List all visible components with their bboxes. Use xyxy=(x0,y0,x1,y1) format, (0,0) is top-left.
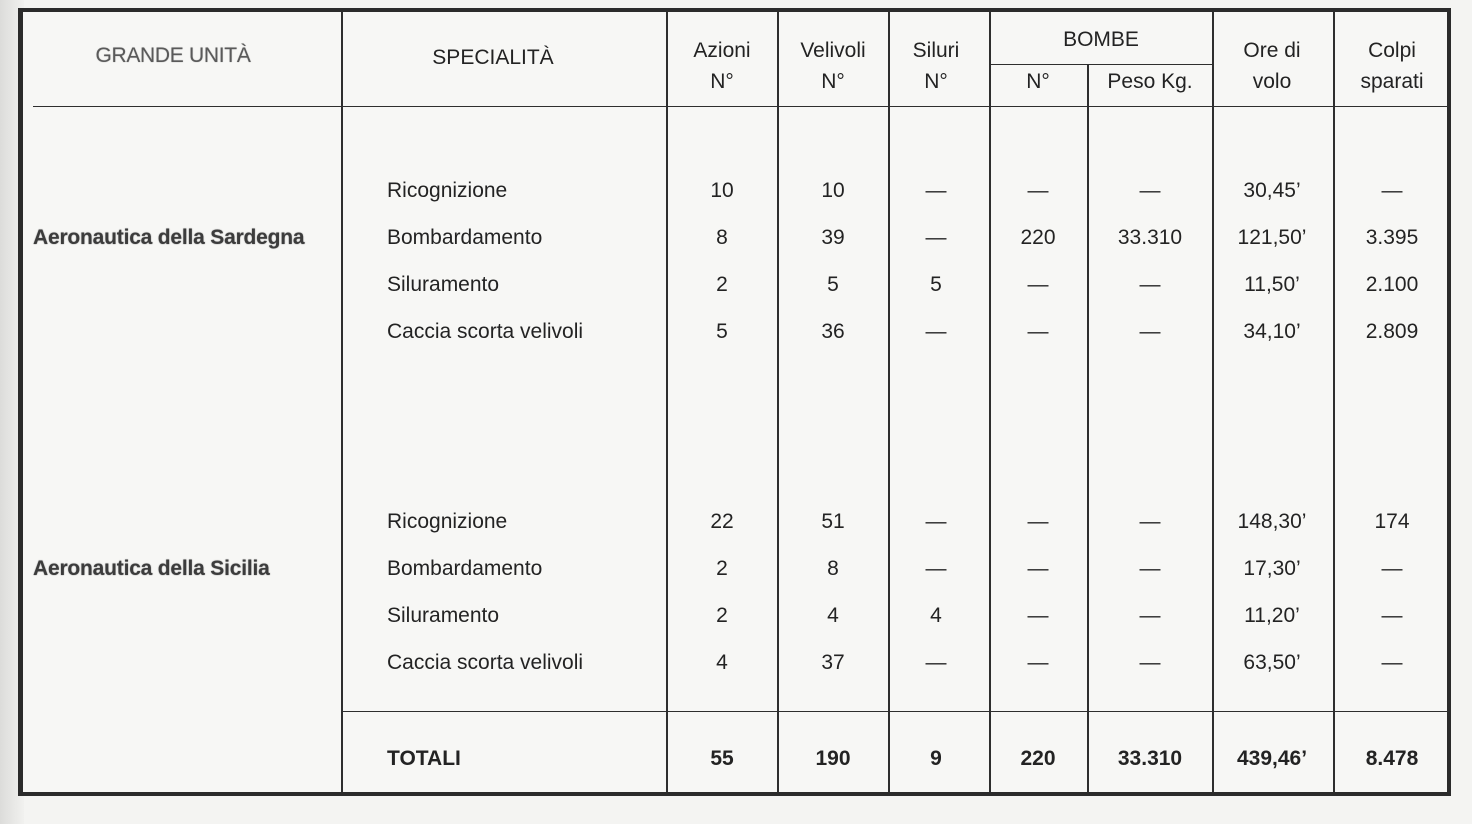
row-bombe-n: — xyxy=(1027,179,1049,202)
totals-ore: 439,46’ xyxy=(1236,747,1308,770)
row-siluri: — xyxy=(925,179,947,202)
row-bombe-n: — xyxy=(1027,320,1049,343)
row-azioni: 10 xyxy=(710,179,734,202)
totals-bombe-n: 220 xyxy=(1020,747,1056,770)
row-bombe-n: — xyxy=(1027,273,1049,296)
totals-siluri: 9 xyxy=(930,747,942,770)
header-specialita: SPECIALITÀ xyxy=(432,46,554,69)
header-velivoli-line1: Velivoli xyxy=(800,39,866,62)
rule-after-azioni xyxy=(777,12,779,792)
rule-after-ore xyxy=(1333,12,1335,792)
row-colpi: 3.395 xyxy=(1365,226,1419,249)
row-velivoli: 8 xyxy=(827,557,839,580)
row-specialita: Caccia scorta velivoli xyxy=(387,651,584,674)
row-siluri: — xyxy=(925,510,947,533)
row-specialita: Caccia scorta velivoli xyxy=(387,320,584,343)
row-colpi: 2.100 xyxy=(1365,273,1419,296)
row-velivoli: 37 xyxy=(821,651,845,674)
totals-colpi: 8.478 xyxy=(1365,747,1419,770)
row-colpi: — xyxy=(1381,651,1403,674)
rule-after-specialita xyxy=(666,12,668,792)
row-bombe-peso: — xyxy=(1139,273,1161,296)
group-name-sicilia: Aeronautica della Sicilia xyxy=(33,557,270,580)
row-bombe-n: 220 xyxy=(1020,226,1056,249)
row-azioni: 2 xyxy=(716,273,728,296)
header-bombe-n: N° xyxy=(1026,70,1050,93)
row-bombe-n: — xyxy=(1027,604,1049,627)
header-azioni xyxy=(693,35,750,97)
row-siluri: — xyxy=(925,226,947,249)
row-colpi: — xyxy=(1381,179,1403,202)
row-velivoli: 36 xyxy=(821,320,845,343)
row-ore: 34,10’ xyxy=(1243,320,1301,343)
rule-after-siluri xyxy=(989,12,991,792)
header-ore-di-volo xyxy=(1243,35,1300,97)
row-velivoli: 39 xyxy=(821,226,845,249)
row-colpi: 174 xyxy=(1374,510,1410,533)
header-bombe-peso: Peso Kg. xyxy=(1107,70,1193,93)
row-bombe-peso: — xyxy=(1139,604,1161,627)
header-velivoli-line2: N° xyxy=(821,70,845,93)
row-velivoli: 5 xyxy=(827,273,839,296)
header-azioni-line2: N° xyxy=(710,70,734,93)
totals-azioni: 55 xyxy=(710,747,734,770)
row-bombe-peso: — xyxy=(1139,179,1161,202)
header-grande-unita: GRANDE UNITÀ xyxy=(95,44,251,67)
row-azioni: 5 xyxy=(716,320,728,343)
header-colpi-sparati xyxy=(1360,35,1423,97)
row-velivoli: 51 xyxy=(821,510,845,533)
row-bombe-peso: — xyxy=(1139,557,1161,580)
header-siluri-line1: Siluri xyxy=(912,39,960,62)
row-specialita: Siluramento xyxy=(387,273,500,296)
row-specialita: Bombardamento xyxy=(387,557,543,580)
header-bombe: BOMBE xyxy=(1063,28,1139,51)
row-azioni: 4 xyxy=(716,651,728,674)
row-ore: 63,50’ xyxy=(1243,651,1301,674)
header-siluri xyxy=(913,35,960,97)
row-specialita: Ricognizione xyxy=(387,179,508,202)
row-azioni: 2 xyxy=(716,557,728,580)
header-ore-line1: Ore di xyxy=(1243,39,1301,62)
rule-after-grande-unita xyxy=(341,12,343,792)
row-ore: 30,45’ xyxy=(1243,179,1301,202)
totals-velivoli: 190 xyxy=(815,747,851,770)
header-siluri-line2: N° xyxy=(924,70,948,93)
row-siluri: 5 xyxy=(930,273,942,296)
rule-bombe-header xyxy=(989,64,1212,65)
row-ore: 11,20’ xyxy=(1244,604,1300,627)
row-azioni: 8 xyxy=(716,226,728,249)
header-ore-line2: volo xyxy=(1252,70,1292,93)
row-azioni: 22 xyxy=(710,510,734,533)
totals-bombe-peso: 33.310 xyxy=(1117,747,1183,770)
header-colpi-line2: sparati xyxy=(1360,70,1424,93)
row-bombe-peso: — xyxy=(1139,320,1161,343)
rule-header-bottom xyxy=(33,106,1449,107)
row-velivoli: 10 xyxy=(821,179,845,202)
rule-after-velivoli xyxy=(888,12,890,792)
row-velivoli: 4 xyxy=(827,604,839,627)
header-azioni-line1: Azioni xyxy=(693,39,751,62)
rule-bombe-split xyxy=(1087,64,1089,792)
row-siluri: — xyxy=(925,320,947,343)
row-bombe-peso: 33.310 xyxy=(1117,226,1183,249)
header-colpi-line1: Colpi xyxy=(1368,39,1416,62)
group-name-sardegna: Aeronautica della Sardegna xyxy=(33,226,305,249)
row-bombe-n: — xyxy=(1027,651,1049,674)
totals-label: TOTALI xyxy=(387,747,461,770)
row-specialita: Ricognizione xyxy=(387,510,508,533)
row-siluri: — xyxy=(925,557,947,580)
operations-table xyxy=(18,8,1451,796)
row-colpi: — xyxy=(1381,604,1403,627)
row-specialita: Siluramento xyxy=(387,604,500,627)
row-bombe-n: — xyxy=(1027,510,1049,533)
row-bombe-n: — xyxy=(1027,557,1049,580)
row-colpi: — xyxy=(1381,557,1403,580)
rule-totals-top xyxy=(343,711,1449,712)
row-specialita: Bombardamento xyxy=(387,226,543,249)
row-bombe-peso: — xyxy=(1139,651,1161,674)
row-bombe-peso: — xyxy=(1139,510,1161,533)
row-ore: 11,50’ xyxy=(1244,273,1300,296)
row-ore: 121,50’ xyxy=(1237,226,1307,249)
header-velivoli xyxy=(800,35,865,97)
row-colpi: 2.809 xyxy=(1365,320,1419,343)
row-siluri: 4 xyxy=(930,604,942,627)
rule-after-bombe xyxy=(1212,12,1214,792)
row-ore: 148,30’ xyxy=(1237,510,1307,533)
row-ore: 17,30’ xyxy=(1243,557,1301,580)
row-siluri: — xyxy=(925,651,947,674)
row-azioni: 2 xyxy=(716,604,728,627)
